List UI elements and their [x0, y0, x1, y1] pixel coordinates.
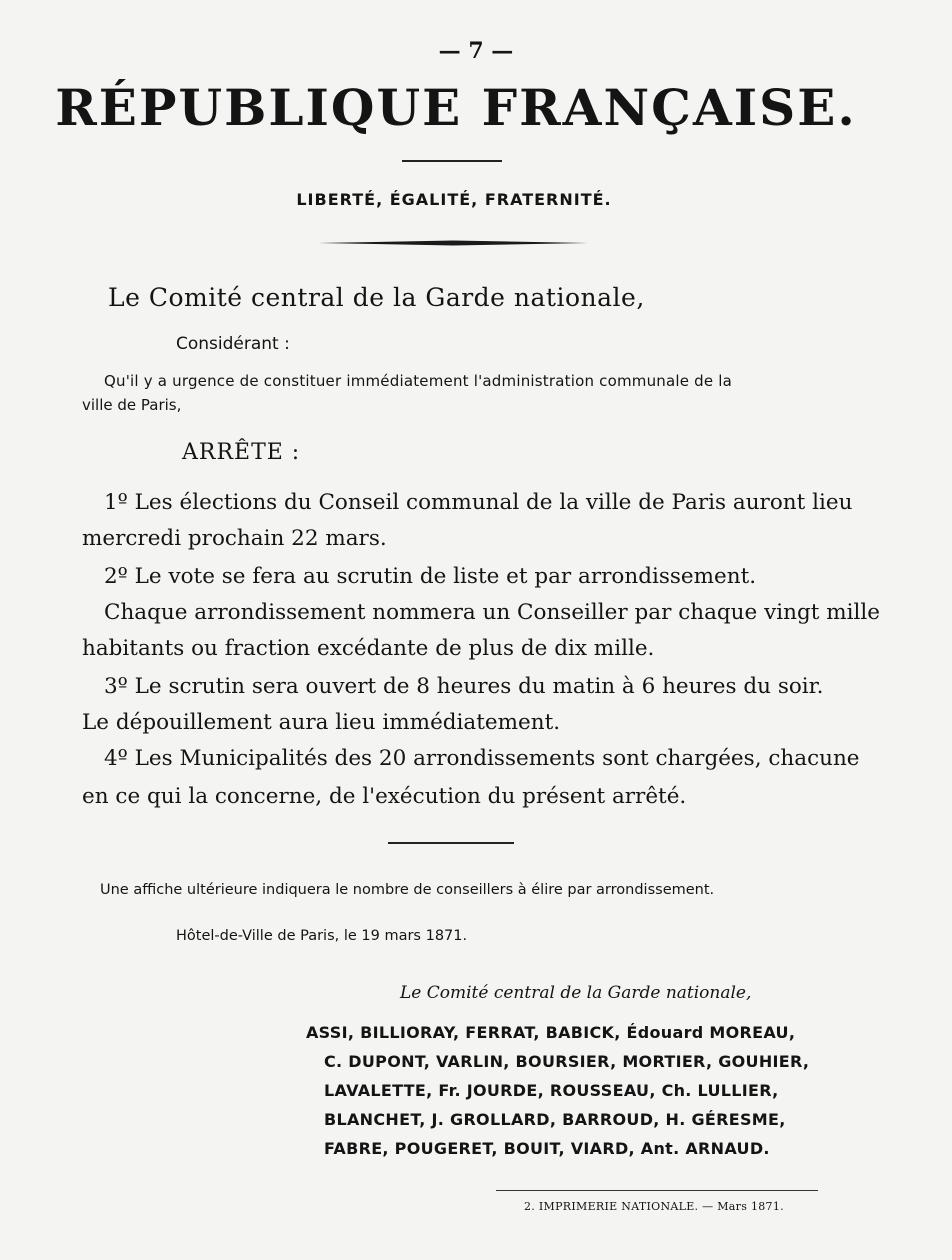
whereas-line-2: ville de Paris, — [82, 396, 182, 414]
article-line: 1º Les élections du Conseil communal de la ville de Paris auront lieu — [104, 490, 853, 515]
signatories-line: BLANCHET, J. GROLLARD, BARROUD, H. GÉRESME, — [324, 1110, 786, 1129]
article-line: 2º Le vote se fera au scrutin de liste et par arrondissement. — [104, 564, 757, 589]
decree-heading: ARRÊTE : — [182, 440, 301, 465]
footer-divider — [496, 1190, 818, 1191]
issuing-authority: Le Comité central de la Garde nationale, — [108, 283, 645, 312]
signatories-line: LAVALETTE, Fr. JOURDE, ROUSSEAU, Ch. LULLIER, — [324, 1081, 779, 1100]
signature-heading: Le Comité central de la Garde nationale, — [400, 983, 752, 1003]
section-divider — [388, 842, 514, 844]
ornamental-divider — [318, 240, 588, 246]
article-line: mercredi prochain 22 mars. — [82, 526, 387, 551]
whereas-line-1: Qu'il y a urgence de constituer immédiatement l'administration communale de la — [104, 372, 733, 390]
article-line: 4º Les Municipalités des 20 arrondissements sont chargées, chacune — [104, 746, 860, 771]
signatories-line: FABRE, POUGERET, BOUIT, VIARD, Ant. ARNAUD. — [324, 1139, 770, 1158]
article-line: habitants ou fraction excédante de plus de dix mille. — [82, 636, 655, 661]
signatories-line: ASSI, BILLIORAY, FERRAT, BABICK, Édouard MOREAU, — [306, 1023, 796, 1042]
place-and-date: Hôtel-de-Ville de Paris, le 19 mars 1871. — [176, 928, 468, 944]
motto: LIBERTÉ, ÉGALITÉ, FRATERNITÉ. — [296, 190, 612, 209]
article-line: 3º Le scrutin sera ouvert de 8 heures du matin à 6 heures du soir. — [104, 674, 824, 699]
notice-text: Une affiche ultérieure indiquera le nombre de conseillers à élire par arrondissement. — [100, 882, 715, 898]
page-number: — 7 — — [438, 38, 514, 64]
signatories-line: C. DUPONT, VARLIN, BOURSIER, MORTIER, GOUHIER, — [324, 1052, 810, 1071]
considering-label: Considérant : — [176, 334, 290, 354]
article-line: Chaque arrondissement nommera un Conseiller par chaque vingt mille — [104, 600, 880, 625]
title-divider — [402, 160, 502, 162]
page-title: RÉPUBLIQUE FRANÇAISE. — [55, 78, 857, 137]
article-line: Le dépouillement aura lieu immédiatement. — [82, 710, 561, 735]
article-line: en ce qui la concerne, de l'exécution du présent arrêté. — [82, 784, 687, 809]
printer-imprint: 2. IMPRIMERIE NATIONALE. — Mars 1871. — [524, 1200, 784, 1213]
